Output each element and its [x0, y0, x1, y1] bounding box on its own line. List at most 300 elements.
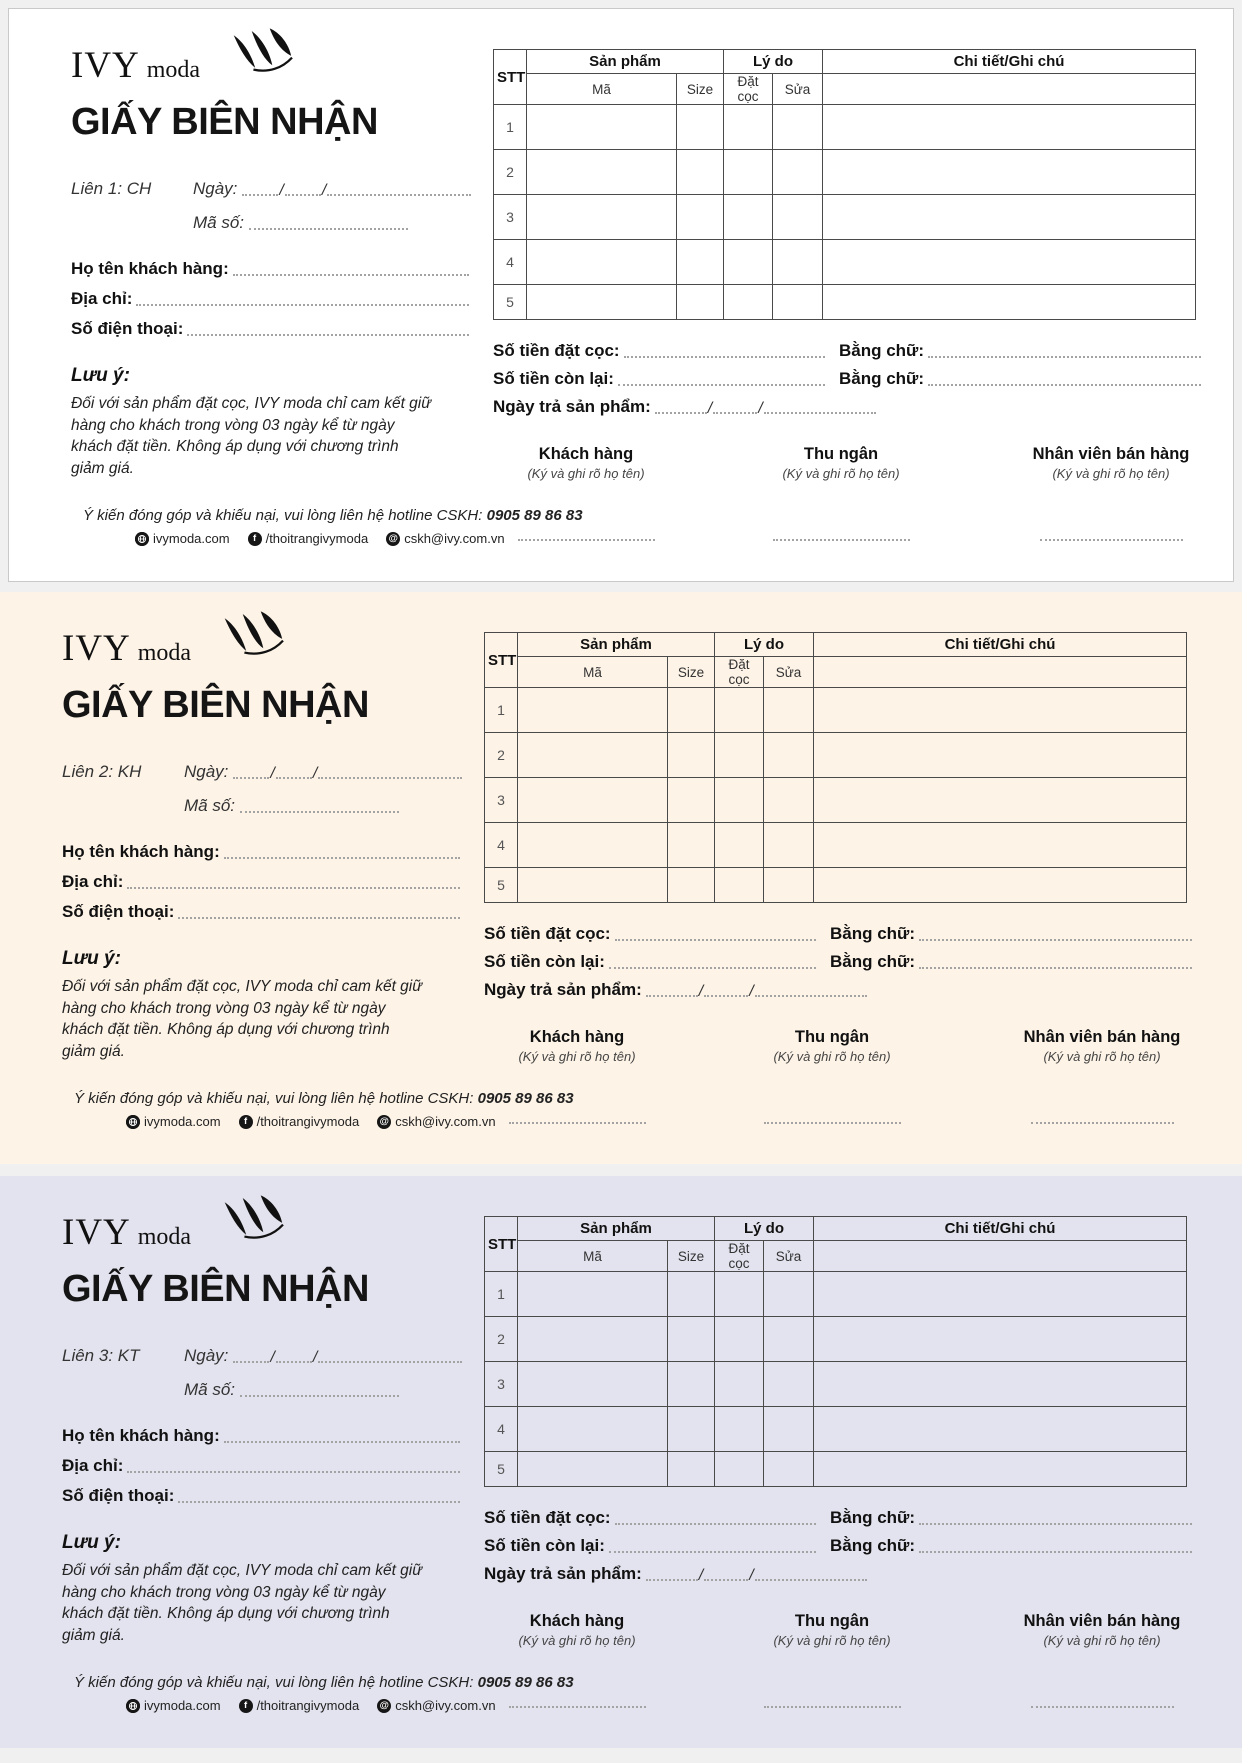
table-row	[485, 1407, 1187, 1452]
remaining-line	[609, 1539, 816, 1553]
col-reason-header: Lý do	[724, 50, 823, 74]
contact-website	[126, 1698, 221, 1713]
cell-repair	[764, 868, 814, 903]
wing-w-mark-icon	[222, 608, 284, 661]
deposit-row	[484, 924, 1192, 944]
cell-stt: 3	[485, 1362, 518, 1407]
facebook-icon: f	[239, 1699, 253, 1713]
col-size-header: Size	[668, 657, 715, 688]
cell-size	[668, 1452, 715, 1487]
globe-icon	[126, 1699, 140, 1713]
signature-sub: (Ký và ghi rõ họ tên)	[1043, 1049, 1161, 1064]
email-icon: @	[377, 1699, 391, 1713]
signature-lines	[484, 1120, 1196, 1126]
col-reason-header: Lý do	[715, 633, 814, 657]
cell-size	[677, 240, 724, 285]
cell-stt: 1	[485, 688, 518, 733]
cell-code	[518, 688, 668, 733]
col-product-header: Sản phẩm	[518, 1217, 715, 1241]
cell-detail	[814, 1272, 1187, 1317]
cell-stt: 3	[485, 778, 518, 823]
in-words-line	[919, 927, 1192, 941]
remaining-label: Số tiền còn lại:	[484, 952, 605, 971]
cell-size	[677, 195, 724, 240]
in-words-label: Bằng chữ:	[830, 1536, 916, 1555]
cell-size	[677, 105, 724, 150]
facebook-icon: f	[248, 532, 262, 546]
cell-detail	[814, 1452, 1187, 1487]
cell-detail	[814, 1317, 1187, 1362]
cell-size	[668, 733, 715, 778]
table-row	[485, 688, 1187, 733]
in-words-label: Bằng chữ:	[830, 1508, 916, 1527]
date-label: Ngày:	[184, 1346, 229, 1365]
globe-icon	[126, 1115, 140, 1129]
remaining-line	[609, 955, 816, 969]
wing-w-mark-icon	[222, 1192, 284, 1245]
col-detail-subheader-empty	[814, 1241, 1187, 1272]
col-detail-subheader-empty	[823, 74, 1196, 105]
in-words-label: Bằng chữ:	[839, 369, 925, 388]
cell-size	[668, 1362, 715, 1407]
items-table	[484, 632, 1187, 903]
col-size-header: Size	[677, 74, 724, 105]
contact-website-text: ivymoda.com	[144, 1114, 221, 1129]
items-table-body	[485, 1272, 1187, 1487]
facebook-icon: f	[239, 1115, 253, 1129]
deposit-line	[615, 1511, 816, 1525]
signature-line	[518, 537, 655, 541]
signature-sub: (Ký và ghi rõ họ tên)	[518, 1049, 636, 1064]
remaining-row	[493, 369, 1201, 389]
address-line	[136, 292, 469, 306]
cell-detail	[823, 195, 1196, 240]
cell-detail	[823, 150, 1196, 195]
col-deposit-header: Đặt cọc	[715, 1241, 764, 1272]
contact-website-text: ivymoda.com	[144, 1698, 221, 1713]
cell-size	[677, 150, 724, 195]
cell-repair	[764, 823, 814, 868]
signature-title: Thu ngân	[803, 445, 879, 463]
cell-size	[668, 1272, 715, 1317]
col-reason-header: Lý do	[715, 1217, 814, 1241]
footer-hotline-text: Ý kiến đóng góp và khiếu nại, vui lòng liên hệ hotline CSKH:	[83, 507, 483, 524]
in-words-line	[928, 344, 1201, 358]
col-repair-header: Sửa	[764, 1241, 814, 1272]
return-date-label: Ngày trả sản phẩm:	[484, 1564, 642, 1583]
cell-repair	[773, 195, 823, 240]
return-month-line	[704, 983, 748, 997]
customer-name-label: Họ tên khách hàng:	[62, 842, 220, 861]
remaining-segment	[484, 952, 816, 972]
table-row	[494, 240, 1196, 285]
signature-title: Khách hàng	[538, 445, 634, 463]
cell-deposit	[724, 150, 773, 195]
signature-lines	[493, 537, 1205, 543]
cell-size	[668, 1317, 715, 1362]
table-row	[485, 1452, 1187, 1487]
signature-block-customer	[484, 1028, 670, 1064]
cell-code	[527, 240, 677, 285]
cell-stt: 2	[485, 1317, 518, 1362]
signature-section	[493, 445, 1205, 489]
return-year-line	[755, 983, 867, 997]
hotline-number: 0905 89 86 83	[477, 1090, 574, 1107]
form-title: GIẤY BIÊN NHẬN	[62, 1268, 369, 1310]
signature-title: Nhân viên bán hàng	[1032, 445, 1190, 463]
cell-size	[668, 778, 715, 823]
cell-detail	[814, 688, 1187, 733]
table-row	[485, 1317, 1187, 1362]
cell-repair	[764, 1452, 814, 1487]
in-words-label: Bằng chữ:	[830, 952, 916, 971]
return-date-label: Ngày trả sản phẩm:	[484, 980, 642, 999]
deposit-row	[493, 341, 1201, 361]
return-date-row	[484, 1564, 944, 1584]
receipt-copy-1	[8, 8, 1234, 582]
cell-detail	[814, 733, 1187, 778]
date-day-line	[242, 182, 278, 196]
date-year-line	[327, 182, 471, 196]
cell-deposit	[715, 778, 764, 823]
date-month-line	[276, 1349, 312, 1363]
wing-w-mark-icon	[231, 25, 293, 78]
cell-detail	[814, 1362, 1187, 1407]
logo-ivy-text: IVY	[71, 45, 140, 86]
contact-facebook-text: /thoitrangivymoda	[256, 1698, 360, 1713]
in-words-label: Bằng chữ:	[839, 341, 925, 360]
contact-email	[386, 531, 504, 546]
items-table-wrap	[484, 632, 1187, 903]
header-row-subs	[485, 657, 1187, 688]
phone-label: Số điện thoại:	[62, 902, 175, 921]
remaining-label: Số tiền còn lại:	[493, 369, 614, 388]
phone-label: Số điện thoại:	[71, 319, 184, 338]
signature-section	[484, 1612, 1196, 1656]
customer-name-field	[62, 1426, 460, 1446]
receipt-book	[0, 8, 1242, 1748]
logo-moda-text: moda	[137, 1224, 192, 1250]
remaining-segment	[484, 1536, 816, 1556]
footer-hotline	[74, 1674, 574, 1691]
date-separator: /	[698, 1567, 704, 1584]
cell-repair	[773, 105, 823, 150]
phone-line	[178, 1489, 460, 1503]
signature-block-cashier	[739, 1028, 925, 1064]
cell-code	[518, 733, 668, 778]
contact-facebook-text: /thoitrangivymoda	[256, 1114, 360, 1129]
col-detail-subheader-empty	[814, 657, 1187, 688]
address-label: Địa chỉ:	[62, 872, 124, 891]
cell-code	[527, 150, 677, 195]
contact-website-text: ivymoda.com	[153, 531, 230, 546]
signature-line	[1040, 537, 1183, 541]
table-row	[485, 1362, 1187, 1407]
signature-line	[509, 1704, 646, 1708]
cell-stt: 5	[485, 868, 518, 903]
cell-deposit	[715, 688, 764, 733]
in-words-line	[919, 955, 1192, 969]
table-row	[485, 1272, 1187, 1317]
contact-email-text: cskh@ivy.com.vn	[404, 531, 505, 546]
phone-field	[62, 1486, 460, 1506]
footer-hotline-text: Ý kiến đóng góp và khiếu nại, vui lòng liên hệ hotline CSKH:	[74, 1090, 474, 1107]
signature-title: Khách hàng	[529, 1028, 625, 1046]
contact-facebook-text: /thoitrangivymoda	[265, 531, 369, 546]
note-body: Đối với sản phẩm đặt cọc, IVY moda chỉ cam kết giữ hàng cho khách trong vòng 03 ngày kể từ ngày khách đặt tiền. Không áp dụng với chương trình giảm giá.	[62, 978, 423, 1061]
cell-size	[668, 823, 715, 868]
note-heading: Lưu ý:	[71, 365, 130, 386]
date-separator: /	[279, 182, 284, 199]
address-line	[127, 1459, 460, 1473]
cell-deposit	[715, 823, 764, 868]
return-day-line	[646, 983, 698, 997]
cell-code	[527, 285, 677, 320]
in-words-line	[919, 1511, 1192, 1525]
return-day-line	[646, 1567, 698, 1581]
note-heading: Lưu ý:	[62, 948, 121, 969]
customer-name-field	[71, 259, 469, 279]
signature-block-salesperson	[1007, 1028, 1197, 1064]
deposit-line	[624, 344, 825, 358]
cell-deposit	[715, 1317, 764, 1362]
cell-detail	[814, 778, 1187, 823]
address-line	[127, 875, 460, 889]
date-separator: /	[749, 983, 754, 1000]
copy-label: Liên 2: KH	[62, 762, 142, 781]
contact-facebook	[248, 531, 369, 546]
date-month-line	[276, 765, 312, 779]
date-label: Ngày:	[184, 762, 229, 781]
code-label: Mã số:	[193, 213, 245, 232]
contact-website	[126, 1114, 221, 1129]
date-year-line	[318, 1349, 462, 1363]
cell-detail	[814, 823, 1187, 868]
signature-lines	[484, 1704, 1196, 1710]
signature-sub: (Ký và ghi rõ họ tên)	[518, 1633, 636, 1648]
note-body: Đối với sản phẩm đặt cọc, IVY moda chỉ cam kết giữ hàng cho khách trong vòng 03 ngày kể từ ngày khách đặt tiền. Không áp dụng với chương trình giảm giá.	[62, 1562, 423, 1645]
code-row	[184, 796, 399, 816]
cell-stt: 5	[494, 285, 527, 320]
signature-sub: (Ký và ghi rõ họ tên)	[527, 466, 645, 481]
signature-sub: (Ký và ghi rõ họ tên)	[773, 1633, 891, 1648]
address-field	[71, 289, 469, 309]
phone-label: Số điện thoại:	[62, 1486, 175, 1505]
items-table-wrap	[493, 49, 1196, 320]
footer-hotline-text: Ý kiến đóng góp và khiếu nại, vui lòng liên hệ hotline CSKH:	[74, 1674, 474, 1691]
date-separator: /	[758, 400, 763, 417]
signature-line	[773, 537, 910, 541]
col-product-header: Sản phẩm	[518, 633, 715, 657]
signature-block-cashier	[739, 1612, 925, 1648]
cell-repair	[773, 150, 823, 195]
contact-email	[377, 1114, 495, 1129]
cell-deposit	[715, 1407, 764, 1452]
deposit-segment	[484, 924, 816, 944]
cell-code	[518, 1272, 668, 1317]
signature-block-customer	[484, 1612, 670, 1648]
date-separator: /	[270, 1349, 275, 1366]
code-line	[240, 1383, 399, 1397]
table-row	[485, 778, 1187, 823]
form-title: GIẤY BIÊN NHẬN	[62, 684, 369, 726]
signature-sub: (Ký và ghi rõ họ tên)	[773, 1049, 891, 1064]
deposit-segment	[484, 1508, 816, 1528]
address-label: Địa chỉ:	[71, 289, 133, 308]
cell-deposit	[724, 105, 773, 150]
date-day-line	[233, 765, 269, 779]
date-row	[71, 179, 471, 199]
brand-logo	[62, 616, 292, 672]
items-table	[484, 1216, 1187, 1487]
table-row	[494, 285, 1196, 320]
deposit-label: Số tiền đặt cọc:	[484, 1508, 611, 1527]
table-row	[494, 150, 1196, 195]
note-body: Đối với sản phẩm đặt cọc, IVY moda chỉ cam kết giữ hàng cho khách trong vòng 03 ngày kể từ ngày khách đặt tiền. Không áp dụng với chương trình giảm giá.	[71, 395, 432, 478]
phone-line	[178, 905, 460, 919]
remaining-line	[618, 372, 825, 386]
form-title: GIẤY BIÊN NHẬN	[71, 101, 378, 143]
cell-repair	[773, 285, 823, 320]
remaining-label: Số tiền còn lại:	[484, 1536, 605, 1555]
signature-title: Thu ngân	[794, 1612, 870, 1630]
date-year-line	[318, 765, 462, 779]
cell-stt: 4	[494, 240, 527, 285]
cell-stt: 1	[485, 1272, 518, 1317]
signature-line	[764, 1120, 901, 1124]
header-row-groups	[485, 633, 1187, 657]
cell-repair	[764, 778, 814, 823]
signature-title: Khách hàng	[529, 1612, 625, 1630]
email-icon: @	[386, 532, 400, 546]
signature-block-salesperson	[1016, 445, 1206, 481]
items-table-head	[494, 50, 1196, 105]
contact-email	[377, 1698, 495, 1713]
logo-ivy-text: IVY	[62, 1212, 131, 1253]
code-line	[249, 216, 408, 230]
table-row	[485, 733, 1187, 778]
cell-stt: 2	[485, 733, 518, 778]
date-separator: /	[312, 765, 318, 782]
return-month-line	[713, 400, 757, 414]
code-label: Mã số:	[184, 1380, 236, 1399]
cell-deposit	[715, 733, 764, 778]
col-product-header: Sản phẩm	[527, 50, 724, 74]
date-separator: /	[749, 1567, 754, 1584]
signature-block-customer	[493, 445, 679, 481]
contact-row	[126, 1114, 496, 1129]
phone-field	[71, 319, 469, 339]
date-row	[62, 762, 462, 782]
address-field	[62, 1456, 460, 1476]
code-row	[193, 213, 408, 233]
cell-stt: 5	[485, 1452, 518, 1487]
brand-logo	[62, 1200, 292, 1256]
signature-section	[484, 1028, 1196, 1072]
date-separator: /	[321, 182, 327, 199]
items-table-body	[485, 688, 1187, 903]
hotline-number: 0905 89 86 83	[477, 1674, 574, 1691]
date-month-line	[285, 182, 321, 196]
signature-sub: (Ký và ghi rõ họ tên)	[1043, 1633, 1161, 1648]
deposit-segment	[493, 341, 825, 361]
customer-name-label: Họ tên khách hàng:	[71, 259, 229, 278]
signature-title: Thu ngân	[794, 1028, 870, 1046]
customer-name-line	[224, 1429, 460, 1443]
return-day-line	[655, 400, 707, 414]
col-detail-header: Chi tiết/Ghi chú	[814, 633, 1187, 657]
contact-row	[135, 531, 505, 546]
signature-line	[1031, 1704, 1174, 1708]
cell-detail	[814, 1407, 1187, 1452]
note-heading: Lưu ý:	[62, 1532, 121, 1553]
code-label: Mã số:	[184, 796, 236, 815]
cell-stt: 1	[494, 105, 527, 150]
table-row	[485, 868, 1187, 903]
cell-repair	[764, 688, 814, 733]
return-year-line	[755, 1567, 867, 1581]
contact-email-text: cskh@ivy.com.vn	[395, 1698, 496, 1713]
footer-hotline	[83, 507, 583, 524]
receipt-copy-3	[0, 1176, 1242, 1748]
col-code-header: Mã	[518, 657, 668, 688]
copy-label: Liên 1: CH	[71, 179, 152, 198]
footer-hotline	[74, 1090, 574, 1107]
contact-facebook	[239, 1698, 360, 1713]
in-words-line	[919, 1539, 1192, 1553]
cell-repair	[764, 1407, 814, 1452]
items-table-head	[485, 633, 1187, 688]
table-row	[494, 105, 1196, 150]
return-date-row	[493, 397, 953, 417]
cell-repair	[773, 240, 823, 285]
cell-deposit	[715, 868, 764, 903]
date-separator: /	[698, 983, 704, 1000]
header-row-groups	[494, 50, 1196, 74]
logo-moda-text: moda	[137, 640, 192, 666]
cell-stt: 3	[494, 195, 527, 240]
phone-field	[62, 902, 460, 922]
cell-repair	[764, 1272, 814, 1317]
cell-code	[518, 823, 668, 868]
cell-stt: 2	[494, 150, 527, 195]
col-code-header: Mã	[527, 74, 677, 105]
cell-deposit	[715, 1272, 764, 1317]
col-deposit-header: Đặt cọc	[715, 657, 764, 688]
cell-stt: 4	[485, 823, 518, 868]
cell-detail	[823, 105, 1196, 150]
col-detail-header: Chi tiết/Ghi chú	[823, 50, 1196, 74]
customer-name-label: Họ tên khách hàng:	[62, 1426, 220, 1445]
address-label: Địa chỉ:	[62, 1456, 124, 1475]
header-row-subs	[485, 1241, 1187, 1272]
items-table-body	[494, 105, 1196, 320]
cell-code	[518, 1317, 668, 1362]
return-month-line	[704, 1567, 748, 1581]
cell-detail	[814, 868, 1187, 903]
address-field	[62, 872, 460, 892]
return-date-label: Ngày trả sản phẩm:	[493, 397, 651, 416]
col-size-header: Size	[668, 1241, 715, 1272]
cell-size	[668, 1407, 715, 1452]
header-row-groups	[485, 1217, 1187, 1241]
date-day-line	[233, 1349, 269, 1363]
signature-block-salesperson	[1007, 1612, 1197, 1648]
deposit-label: Số tiền đặt cọc:	[493, 341, 620, 360]
hotline-number: 0905 89 86 83	[486, 507, 583, 524]
contact-row	[126, 1698, 496, 1713]
logo-moda-text: moda	[146, 57, 201, 83]
